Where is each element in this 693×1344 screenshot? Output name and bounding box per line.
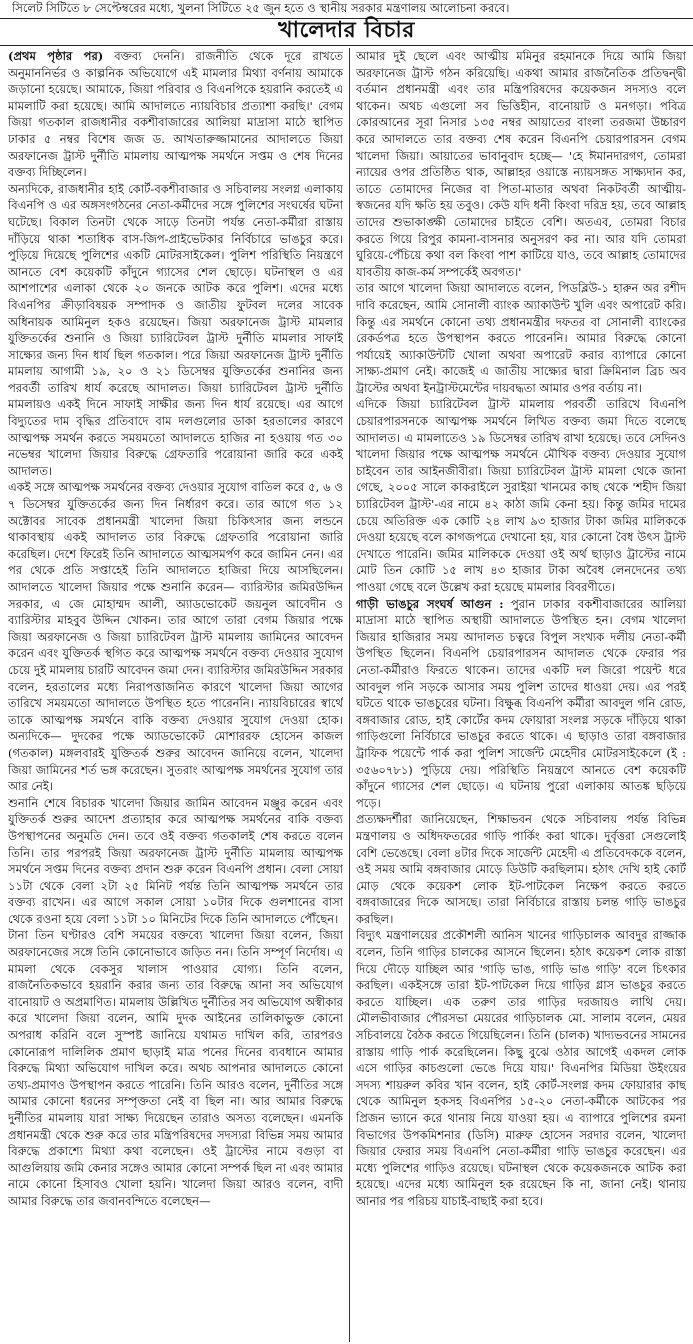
continuation-lead: (প্রথম পৃষ্ঠার পর) [8,49,104,63]
right-column [356,48,686,1342]
right-paragraph-4 [356,596,686,812]
article-headline: খালেদার বিচার [278,18,415,43]
headline-rule [0,45,693,46]
right-paragraph-4-text: পুরান ঢাকার বকশীবাজারের আলিয়া মাদ্রাসা মাঠে স্থাপিত অস্থায়ী আদালতে উপস্থিত হন। বেগম খালেদা জিয়ার হাজিরার সময় আদালত চত্বরে বিপুল সংখ্যক দলীয় নেতা-কর্মী উপস্থিত ছিলেন। বিএনপি চেয়ারপারসন আদালত থেকে ফেরার পর নেতা-কর্মীরাও ফিরতে থাকেন। তাদের একটি দল জিরো পয়েন্ট ধরে আবদুল গনি সড়কে আসার সময় পুলিশ তাদের ধাওয়া দেয়। এর পরই ঘটতে থাকে ভাঙচুরের ঘটনা। বিক্ষুব্ধ বিএনপি কর্মীরা আবদুল গনি রোড, বঙ্গবাজার রোড, হাই কোর্টের কদম ফোয়ারা সংলগ্ন সড়কে দাঁড়িয়ে থাকা গাড়িগুলো নির্বিচারে ভাঙচুর করতে থাকে। এ ছাড়াও তারা বঙ্গবাজার ট্রাফিক পয়েন্টে পার্ক করা পুলিশ সার্জেন্ট মেহেদীর মোটরসাইকেলে (ই : ৩৫৬০৭৮১) পুড়িয়ে দেয়। পরিস্থিতি নিয়ন্ত্রণে আনতে বেশ কয়েকটি কাঁদুনে গ্যাসের শেল ছোড়ে। এ ঘটনায় পুরো এলাকায় আতঙ্ক ছড়িয়ে পড়ে। [356,596,686,810]
right-paragraph-6: বিদ্যুৎ মন্ত্রণালয়ের প্রকৌশলী আনিস খানের গাড়িচালক আবদুর রাজ্জাক বলেন, তিনি গাড়ির চালকের আসনে ছিলেন। হঠাৎ কয়েকশ লোক রাস্তা দিয়ে দৌড়ে যাচ্ছিল আর 'গাড়ি ভাঙ, গাড়ি ভাঙ গাড়ি' বলে চিৎকার করছিল। একইসঙ্গে তারা ইট-পাটকেল দিয়ে গাড়ির গ্লাস ভাঙচুর করতে করতে যাচ্ছিল। এক তরুণ তার গাড়ির দরজায়ও লাথি দেয়। মৌলভীবাজার পৌরসভা মেয়রের গাড়িচালক মো. সালাম বলেন, মেয়র সচিবালয়ে বৈঠক করতে গিয়েছিলেন। তিনি (চালক) খাদ্যভবনের সামনের রাস্তায় গাড়ি পার্ক করেছিলেন। কিছু বুঝে ওঠার আগেই একদল লোক এসে গাড়ির কাচগুলো ভেঙে দিয়ে যায়।' বিএনপির মিডিয়া উইংয়ের সদস্য শায়রুল কবির খান বলেন, হাই কোর্ট-সংলগ্ন কদম ফোয়ারার কাছ থেকে আমিনুল হকসহ বিএনপির ১৫-২০ নেতা-কর্মীকে আটকের পর প্রিজন ভ্যানে করে থানায় নিয়ে যাওয়া হয়। এ ব্যাপারে পুলিশের রমনা বিভাগের উপকমিশনার (ডিসি) মারুফ হোসেন সরদার বলেন, খালেদা জিয়ার ফেরার সময় বিএনপি নেতা-কর্মীরা গাড়ি ভাঙচুর করেছেন। এর মধ্যে পুলিশের গাড়িও রয়েছে। ঘটনাস্থল থেকে কয়েকজনকে আটক করা হয়েছে। এদের মধ্যে আমিনুল হক রয়েছেন কি না, জানা নেই। থানায় আনার পর পরিচয় যাচাই-বাছাই করা হবে। [356,928,686,1208]
left-column [8,48,343,1342]
left-paragraph-1-text: বক্তব্য দেননি। রাজনীতি থেকে দূরে রাখতে অনুমাননির্ভর ও কাল্পনিক অভিযোগে এই মামলার মিথ্যা বর্ণনায় আমাকে জড়ানো হয়েছে। আমাকে, জিয়া পরিবার ও বিএনপিকে হয়রানি করতেই এ মামলাটি করা হয়েছে। আমি আদালতে ন্যায়বিচার প্রত্যাশা করছি।' বেগম জিয়া গতকাল রাজধানীর বকশীবাজারের আলিয়া মাদ্রাসা মাঠে স্থাপিত ঢাকার ৫ নম্বর বিশেষ জজ ড. আখতারুজ্জামানের আদালতে জিয়া অরফানেজ ট্রাস্ট দুর্নীতি মামলায় আত্মপক্ষ সমর্থনে সপ্তম ও শেষ দিনের বক্তব্য দিচ্ছিলেন। [8,49,343,180]
right-paragraph-5: প্রত্যক্ষদর্শীরা জানিয়েছেন, শিক্ষাভবন থেকে সচিবালয় পর্যন্ত বিভিন্ন মন্ত্রণালয় ও অধিদফতরের গাড়ি পার্কিং করা থাকে। দুর্বৃত্তরা সেগুলোই বেশি ভেঙেছে। বেলা ৪টার দিকে সার্জেন্ট মেহেদী এ প্রতিবেদককে বলেন, ওই সময় আমি বঙ্গবাজার মোড়ে ডিউটি করছিলাম। হঠাৎ দেখি হাই কোর্ট মোড় থেকে কয়েকশ লোক ইট-পাটকেল নিক্ষেপ করতে করতে বঙ্গবাজারের দিকে আসছে। তারা নির্বিচারে রাস্তায় চলন্ত গাড়ি ভাঙচুর করছিল। [356,812,686,926]
left-paragraph-4: শুনানি শেষে বিচারক খালেদা জিয়ার জামিন আবেদন মঞ্জুর করেন এবং যুক্তিতর্ক শুরুর আদেশ প্রত্যাহার করে আত্মপক্ষ সমর্থনের বাকি বক্তব্য উপস্থাপনের অনুমতি দেন। তবে ওই বক্তব্য গতকালই শেষ করতে বলেন তিনি। তার পরপরই জিয়া অরফানেজ ট্রাস্ট দুর্নীতি মামলায় আত্মপক্ষ সমর্থনে সপ্তম দিনের বক্তব্য প্রদান শুরু করেন বিএনপি প্রধান। বেলা সোয়া ১১টা থেকে বেলা ২টা ২৫ মিনিট পর্যন্ত তিনি আত্মপক্ষ সমর্থনে তার বক্তব্য রাখেন। এর আগে সকাল সোয়া ১০টার দিকে গুলশানের বাসা থেকে রওনা হয়ে বেলা ১১টা ১০ মিনিটের দিকে তিনি আদালতে পৌঁছেন। [8,795,343,926]
right-paragraph-1: আমার দুই ছেলে এবং আত্মীয় মমিনুর রহমানকে দিয়ে আমি জিয়া অরফানেজ ট্রাস্ট গঠন করিয়েছি। একথা আমার রাজনৈতিক প্রতিদ্বন্দ্বী বর্তমান প্রধানমন্ত্রী এবং তার মন্ত্রিপরিষদের কয়েকজন সদস্যও বলে থাকেন। অথচ এগুলো সব ভিত্তিহীন, বানোয়াট ও মনগড়া। পবিত্র কোরআনের সূরা নিসার ১৩৫ নম্বর আয়াতের বাংলা তরজমা উচ্চারণ করে আদালতে তার বক্তব্য শেষ করেন বিএনপি চেয়ারপারসন বেগম খালেদা জিয়া। আয়াতের ভাবানুবাদ হচ্ছে— 'হে ঈমানদারগণ, তোমরা ন্যায়ের ওপর প্রতিষ্ঠিত থাক, আল্লাহর ওয়াস্তে ন্যায়সঙ্গত সাক্ষ্যদান কর, তাতে তোমাদের নিজের বা পিতা-মাতার অথবা নিকটবর্তী আত্মীয়-স্বজনের যদি ক্ষতি হয় তবুও। কেউ যদি ধনী কিংবা দরিদ্র হয়, তবে আল্লাহ তাদের শুভাকাঙ্ক্ষী তোমাদের চাইতে বেশি। অতএব, তোমরা বিচার করতে গিয়ে রিপুর কামনা-বাসনার অনুসরণ কর না। আর যদি তোমরা ঘুরিয়ে-পেঁচিয়ে কথা বল কিংবা পাশ কাটিয়ে যাও, তবে আল্লাহ তোমাদের যাবতীয় কাজ-কর্ম সম্পর্কেই অবগত।' [356,49,686,279]
left-paragraph-3: একই সঙ্গে আত্মপক্ষ সমর্থনের বক্তব্য দেওয়ার সুযোগ বাতিল করে ৫, ৬ ও ৭ ডিসেম্বর যুক্তিতর্কের জন্য দিন নির্ধারণ করে। তার আগে গত ১২ অক্টোবর সাবেক প্রধানমন্ত্রী খালেদা জিয়া চিকিৎসার জন্য লন্ডনে থাকাবস্থায় একই আদালত তার বিরুদ্ধে গ্রেফতারি পরোয়ানা জারি করেছিল। দেশে ফিরেই তিনি আদালতে আত্মসমর্পণ করে জামিন নেন। এর পর থেকে প্রতি সপ্তাহেই তিনি আদালতে হাজিরা দিয়ে আসছিলেন। আদালতে খালেদা জিয়ার পক্ষে শুনানি করেন— ব্যারিস্টার জমিরউদ্দিন সরকার, এ জে মোহাম্মদ আলী, অ্যাডভোকেট জয়নুল আবেদীন ও ব্যারিস্টার মাহবুব উদ্দিন খোকন। তার আগে তারা বেগম জিয়ার পক্ষে জিয়া অরফানেজ ও জিয়া চ্যারিটেবল ট্রাস্ট মামলায় জামিনের আবেদন করেন এবং যুক্তিতর্ক স্থগিত করে আত্মপক্ষ সমর্থনে বক্তব্য দেওয়ার সুযোগ চেয়ে দুই মামলায় চারটি আবেদন জমা দেন। ব্যারিস্টার জমিরউদ্দিন সরকার বলেন, হরতালের মধ্যে নিরাপত্তাজনিত কারণে খালেদা জিয়া আগের তারিখে সময়মতো আদালতে উপস্থিত হতে পারেননি। ন্যায়বিচারের স্বার্থে তাকে আত্মপক্ষ সমর্থনে বাকি বক্তব্য দেওয়ার সুযোগ দেওয়া হোক। অন্যদিকে— দুদকের পক্ষে অ্যাডভোকেট মোশাররফ হোসেন কাজল (গতকাল) মঙ্গলবারই যুক্তিতর্ক শুরুর আবেদন জানিয়ে বলেন, খালেদা জিয়া জামিনের শর্ত ভঙ্গ করেছেন। সুতরাং আত্মপক্ষ সমর্থনের সুযোগ তার আর নেই। [8,480,343,794]
right-paragraph-3: এদিকে জিয়া চ্যারিটেবল ট্রাস্ট মামলায় পরবর্তী তারিখে বিএনপি চেয়ারপারসনকে আত্মপক্ষ সমর্থনে লিখিত বক্তব্য জমা দিতে বলেছে আদালত। এ মামলাতেও ১৯ ডিসেম্বর তারিখ রাখা হয়েছে। তবে সেদিনও খালেদা জিয়ার পক্ষে আত্মপক্ষ সমর্থনে মৌখিক বক্তব্য দেওয়ার সুযোগ চাইবেন তার আইনজীবীরা। জিয়া চ্যারিটেবল ট্রাস্ট মামলা থেকে জানা গেছে, ২০০৫ সালে কাকরাইলে সুরাইয়া খানমের কাছ থেকে 'শহীদ জিয়া চ্যারিটেবল ট্রাস্ট'-এর নামে ৪২ কাঠা জমি কেনা হয়। কিন্তু জমির দামের চেয়ে অতিরিক্ত এক কোটি ২৪ লাখ ৯৩ হাজার টাকা জমির মালিককে দেওয়া হয়েছে বলে কাগজপত্রে দেখানো হয়, যার কোনো বৈধ উৎস ট্রাস্ট দেখাতে পারেনি। জমির মালিককে দেওয়া ওই অর্থ ছাড়াও ট্রাস্টের নামে মোট তিন কোটি ১৫ লাখ ৪৩ হাজার টাকা অবৈধ লেনদেনের তথ্য পাওয়া গেছে বলে উল্লেখ করা হয়েছে মামলার বিবরণীতে। [356,397,686,594]
column-divider [349,48,350,1342]
previous-article-tail: সিলেট সিটিতে ৮ সেপ্টেম্বরের মধ্যে, খুলনা সিটিতে ২৫ জুন হতে ও স্থানীয় সরকার মন্ত্রণালয় আলোচনা করবে। [12,1,510,15]
right-paragraph-2: তার আগে খালেদা জিয়া আদালতে বলেন, পিডব্লিউ-১ হারুন অর রশীদ দাবি করেছেন, আমি সোনালী ব্যাংক অ্যাকাউন্ট খুলি এবং অপারেট করি। কিন্তু এর সমর্থনে কোনো তথ্য প্রধানমন্ত্রীর দফতর বা সোনালী ব্যাংকের রেকর্ডপত্র হতে উপস্থাপন করতে পারেননি। আমার বিরুদ্ধে কোনো পর্যায়েই অ্যাকাউন্টটি খোলা অথবা অপারেট করার ব্যাপারে কোনো সাক্ষ্য-প্রমাণ নেই। কাজেই এ জাতীয় সাক্ষ্যের দ্বারা ক্রিমিনাল ব্রিচ অব ট্রাস্টের অথবা ইনট্রাস্টমেন্টের দায়বদ্ধতা আমার ওপর বর্তায় না। [356,281,686,395]
section-subhead: গাড়ী ভাঙচুর সংঘর্ষ আগুন : [356,596,504,611]
left-paragraph-5: টানা তিন ঘণ্টারও বেশি সময়ের বক্তব্যে খালেদা জিয়া বলেন, জিয়া অরফানেজের সঙ্গে তিনি কোনোভাবে জড়িত নন। তিনি সম্পূর্ণ নির্দোষ। এ মামলা থেকে বেকসুর খালাস পাওয়ার যোগ্য। তিনি বলেন, রাজনৈতিকভাবে হয়রানি করার জন্য তার বিরুদ্ধে আনা সব অভিযোগ বানোয়াট ও অপ্রমাণিত। মামলায় উল্লিখিত দুর্নীতির সব অভিযোগ অস্বীকার করে খালেদা জিয়া বলেন, আমি দুদক আইনের তালিকাভুক্ত কোনো অপরাধ করিনি বলে সুস্পষ্ট জানিয়ে যথামত দাখিল করি, তারপরও কোনোরূপ দালিলিক প্রমাণ ছাড়াই মাত্র পনের দিনের ব্যবধানে আমার বিরুদ্ধে মিথ্যা অভিযোগ দাখিল করে। অথচ আপনার আদালতে কোনো তথ্য-প্রমাণও উপস্থাপন করতে পারেনি। তিনি আরও বলেন, দুর্নীতির সঙ্গে আমার কোনো ধরনের সম্পৃক্ততা নেই বা ছিল না। আর আমার বিরুদ্ধে দুর্নীতির মামলায় যারা সাক্ষ্য দিয়েছেন তারাও অসত্য বলেছেন। এমনকি প্রধানমন্ত্রী থেকে শুরু করে তার মন্ত্রিপরিষদের সদস্যরা বিভিন্ন সময় আমার বিরুদ্ধে প্রকাশ্যে মিথ্যা কথা বলেছেন। ওই ট্রাস্টের নামে বগুড়া বা আগুলিয়ায় জমি কেনার সঙ্গেও আমার কোনো সম্পর্ক ছিল না এবং আমার নামে কোনো হিসাবও খোলা হয়নি। খালেদা জিয়া আরও বলেন, বাদী আমার বিরুদ্ধে তার জবানবন্দিতে বলেছেন— [8,928,343,1208]
left-paragraph-1 [8,48,343,181]
left-paragraph-2: অন্যদিকে, রাজধানীর হাই কোর্ট-বকশীবাজার ও সচিবালয় সংলগ্ন এলাকায় বিএনপি ও এর অঙ্গসংগঠনের নেতা-কর্মীদের সঙ্গে পুলিশের সংঘর্ষের ঘটনা ঘটেছে। বিকাল তিনটা থেকে সাড়ে তিনটা পর্যন্ত নেতা-কর্মীরা রাস্তায় দাঁড়িয়ে থাকা শতাধিক বাস-জিপ-প্রাইভেটকার নির্বিচারে ভাঙচুর করে। পুড়িয়ে দিয়েছে পুলিশের একটি মোটরসাইকেল। পুলিশ পরিস্থিতি নিয়ন্ত্রণে আনতে বেশ কয়েকটি কাঁদুনে গ্যাসের শেল ছোড়ে। ঘটনাস্থল ও এর আশপাশের এলাকা থেকে ২০ জনকে আটক করে পুলিশ। এদের মধ্যে বিএনপির ক্রীড়াবিষয়ক সম্পাদক ও জাতীয় ফুটবল দলের সাবেক অধিনায়ক আমিনুল হকও রয়েছেন। জিয়া অরফানেজ ট্রাস্ট মামলার যুক্তিতর্কের শুনানি ও জিয়া চ্যারিটেবল ট্রাস্ট দুর্নীতি মামলার সাফাই সাক্ষ্যের জন্য দিন ধার্য ছিল গতকাল। পরে জিয়া অরফানেজ ট্রাস্ট দুর্নীতি মামলায় আগামী ১৯, ২০ ও ২১ ডিসেম্বর যুক্তিতর্কের শুনানির জন্য পরবর্তী তারিখ ধার্য করেছে আদালত। জিয়া চ্যারিটেবল ট্রাস্ট দুর্নীতি মামলায়ও একই দিনে সাফাই সাক্ষীর জন্য দিন ধার্য রয়েছে। এর আগে বিদ্যুতের দাম বৃদ্ধির প্রতিবাদে বাম দলগুলোর ডাকা হরতালের কারণে আত্মপক্ষ সমর্থন করতে সময়মতো আদালতে হাজির না হওয়ায় গত ৩০ নভেম্বর খালেদা জিয়ার বিরুদ্ধে গ্রেফতারি পরোয়ানা জারি করে একই আদালত। [8,181,343,478]
